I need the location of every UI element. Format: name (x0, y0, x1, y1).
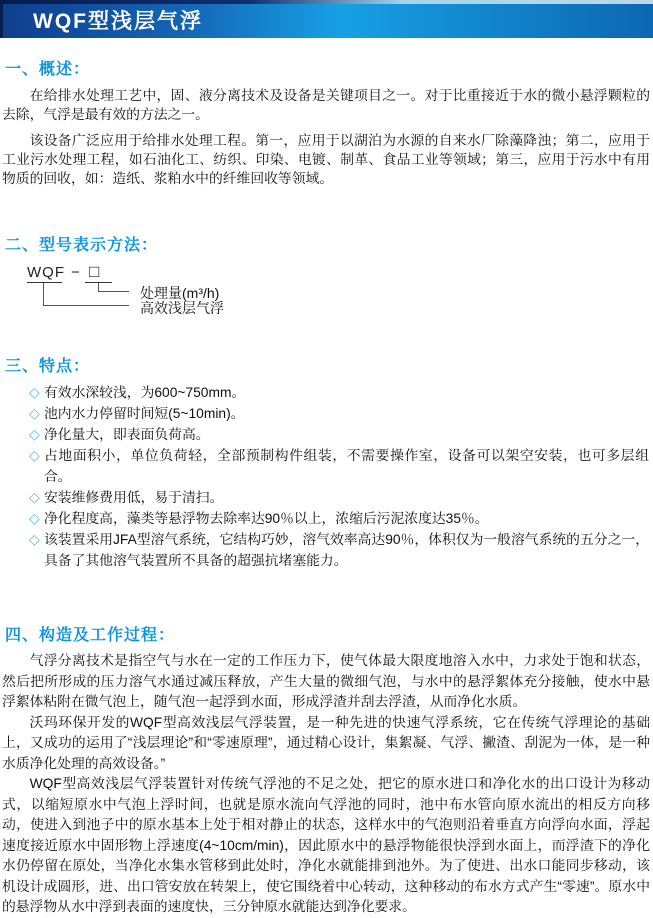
feature-text: 池内水力停留时间短(5~10min)。 (44, 406, 245, 421)
diamond-icon: ◇ (29, 447, 40, 463)
feature-text: 安装维修费用低，易于清扫。 (44, 490, 224, 505)
feature-text: 有效水深较浅，为600~750mm。 (44, 385, 246, 400)
feature-list (0, 382, 653, 571)
paragraph: 沃玛环保开发的WQF型高效浅层气浮装置，是一种先进的快速气浮系统，它在传统气浮理论的基础上，又成功的运用了“浅层理论”和“零速原理”，通过精心设计，集絮凝、气浮、撇渣、刮泥为一体，是一种水质净化处理的高效设备。” (2, 714, 650, 771)
feature-item (0, 382, 653, 403)
paragraph: 该设备广泛应用于给排水处理工程。第一，应用于以湖泊为水源的自来水厂除藻降浊；第二，应用于工业污水处理工程，如石油化工、纺织、印染、电镀、制革、食品工业等领域；第三，应用于污水中有用物质的回收，如：造纸、浆粕水中的纤维回收等领域。 (2, 133, 650, 186)
process-paragraphs (0, 651, 653, 918)
process-heading: 四、构造及工作过程： (5, 627, 176, 644)
diamond-icon: ◇ (29, 510, 40, 526)
feature-item (0, 424, 653, 445)
section-overview (0, 56, 653, 188)
page-header (0, 0, 653, 38)
feature-text: 占地面积小，单位负荷轻，全部预制构件组装，不需要操作室，设备可以架空安装，也可多层组合。 (44, 448, 649, 484)
paragraph: 气浮分离技术是指空气与水在一定的工作压力下，使气体最大限度地溶入水中，力求处于饱和状态，然后把所形成的压力溶气水通过减压释放，产生大量的微细气泡，与水中的悬浮絮体充分接触，使水中悬浮絮体粘附在微气泡上，随气泡一起浮到水面，形成浮渣并刮去浮渣，从而净化水质。 (2, 653, 650, 709)
paragraph: 在给排水处理工艺中，固、液分离技术及设备是关键项目之一。对于比重接近于水的微小悬浮颗粒的去除，气浮是最有效的方法之一。 (2, 88, 650, 122)
feature-item (0, 487, 653, 508)
overview-heading: 一、概述： (5, 61, 91, 78)
model-placeholder-box: □ (89, 262, 100, 281)
features-heading: 三、特点： (5, 358, 91, 375)
feature-item (0, 508, 653, 529)
model-diagram (27, 264, 653, 326)
model-code: WQF (27, 264, 65, 281)
model-dash: − (71, 264, 80, 281)
feature-text: 净化程度高，藻类等悬浮物去除率达90％以上，浓缩后污泥浓度达35％。 (44, 511, 489, 526)
section-model (0, 232, 653, 326)
section-process (0, 622, 653, 918)
diamond-icon: ◇ (29, 384, 40, 400)
feature-item (0, 403, 653, 424)
feature-text: 净化量大，即表面负荷高。 (44, 427, 210, 442)
feature-item (0, 529, 653, 571)
section-features (0, 353, 653, 571)
paragraph: WQF型高效浅层气浮装置针对传统气浮池的不足之处，把它的原水进口和净化水的出口设计为移动式，以缩短原水中气泡上浮时间，也就是原水流向气浮池的同时，池中布水管向原水流出的相反方向移动，使进入到池子中的原水基本上处于相对静止的状态，这样水中的气泡则沿着垂直方向浮向水面，浮起速度接近原水中固形物上浮速度(4~10cm/min)，因此原水中的悬浮物能很快浮到水面上，而浮渣下的净化水仍停留在原处，当净化水集水管移到此处时，净化水就能排到池外。为了使进、出水口能同步移动，该机设计成圆形，进、出口管安放在转架上，使它围绕着中心转动，这种移动的布水方式产生“零速”。原水中的悬浮物从水中浮到表面的速度快，三分钟原水就能达到净化要求。 (2, 776, 650, 914)
capacity-label: 处理量(m³/h) (140, 285, 220, 301)
connector-line-series (43, 283, 129, 306)
diamond-icon: ◇ (29, 531, 40, 547)
diamond-icon: ◇ (29, 405, 40, 421)
diamond-icon: ◇ (29, 489, 40, 505)
feature-item (0, 445, 653, 487)
model-heading: 二、型号表示方法： (5, 237, 159, 254)
series-label: 高效浅层气浮 (140, 300, 224, 316)
diamond-icon: ◇ (29, 426, 40, 442)
feature-text: 该装置采用JFA型溶气系统，它结构巧妙，溶气效率高达90％，体积仅为一般溶气系统的五分之一，具备了其他溶气装置所不具备的超强抗堵塞能力。 (44, 532, 649, 568)
overview-paragraphs (0, 86, 653, 188)
page-title: WQF型浅层气浮 (33, 10, 203, 33)
